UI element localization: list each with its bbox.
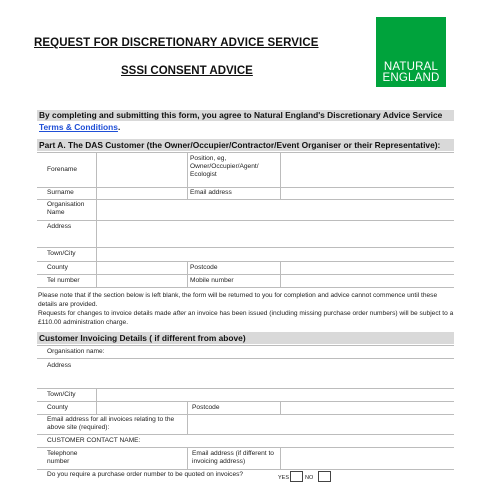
invoicing-heading: Customer Invoicing Details ( if different from above) <box>37 332 454 344</box>
grid-line <box>37 358 454 359</box>
grid-line <box>96 152 97 287</box>
part-a-heading: Part A. The DAS Customer (the Owner/Occupier/Contractor/Event Organiser or their Representative): <box>37 139 454 151</box>
mobile-field[interactable] <box>282 276 452 286</box>
invoice-town-field[interactable] <box>98 390 452 400</box>
invoice-org-label: Organisation name: <box>47 348 105 355</box>
grid-line <box>37 199 454 200</box>
grid-line <box>37 345 454 346</box>
grid-line <box>37 152 454 153</box>
town-field[interactable] <box>98 249 452 260</box>
grid-line <box>280 401 281 414</box>
grid-line <box>187 447 188 469</box>
grid-line <box>37 220 454 221</box>
tel-field[interactable] <box>98 276 186 286</box>
organisation-field[interactable] <box>98 201 452 219</box>
position-field[interactable] <box>282 154 452 186</box>
invoice-address-label: Address <box>47 362 72 369</box>
invoice-postcode-field[interactable] <box>282 403 452 413</box>
grid-line <box>37 247 454 248</box>
organisation-label: Organisation Name <box>47 201 85 216</box>
grid-line <box>37 261 454 262</box>
grid-line <box>37 414 454 415</box>
grid-line <box>187 261 188 287</box>
postcode-label: Postcode <box>190 264 218 271</box>
forename-field[interactable] <box>98 154 186 186</box>
po-question-label: Do you require a purchase order number to be quoted on invoices? <box>47 471 244 478</box>
invoice-county-label: County <box>47 404 68 411</box>
po-yes-checkbox[interactable] <box>290 471 303 482</box>
contact-name-field[interactable] <box>150 436 452 446</box>
logo-text-line1: NATURAL <box>383 61 439 73</box>
grid-line <box>37 469 454 470</box>
postcode-field[interactable] <box>282 263 452 273</box>
contact-name-label: CUSTOMER CONTACT NAME: <box>47 437 141 444</box>
invoice-address-field[interactable] <box>98 360 452 387</box>
natural-england-logo <box>376 17 446 87</box>
grid-line <box>37 187 454 188</box>
blank-section-note: Please note that if the section below is left blank, the form will be returned to you for completion and advice cannot commence until these details are provided. <box>38 292 438 308</box>
address-field[interactable] <box>98 222 452 246</box>
grid-line <box>37 388 454 389</box>
terms-conditions-link[interactable]: Terms & Conditions <box>39 122 118 132</box>
surname-field[interactable] <box>98 189 186 198</box>
grid-line <box>37 447 454 448</box>
county-label: County <box>47 264 68 271</box>
grid-line <box>37 434 454 435</box>
grid-line <box>37 287 454 288</box>
mobile-label: Mobile number <box>190 277 234 284</box>
form-title: REQUEST FOR DISCRETIONARY ADVICE SERVICE <box>34 37 319 49</box>
po-no-checkbox[interactable] <box>318 471 331 482</box>
surname-label: Surname <box>47 189 74 196</box>
invoice-change-note-emphasis: after <box>172 310 187 317</box>
po-no-label: NO <box>305 475 314 481</box>
invoice-change-note-end: an invoice has been issued (including missing purchase order numbers) will be subject to a £110.00 administration charge. <box>38 310 454 326</box>
grid-line <box>96 388 97 414</box>
tel-label: Tel number <box>47 277 80 284</box>
intro-text: By completing and submitting this form, you agree to Natural England's Discretionary Advice Service <box>39 110 443 120</box>
telephone-field[interactable] <box>98 449 186 468</box>
town-label: Town/City <box>47 250 76 257</box>
form-subtitle: SSSI CONSENT ADVICE <box>121 65 253 77</box>
alt-email-label: Email address (if different to invoicing address) <box>192 450 274 465</box>
grid-line <box>280 447 281 469</box>
invoice-change-note-start: Requests for changes to invoice details made <box>38 310 173 317</box>
logo-text-line2: ENGLAND <box>382 72 440 84</box>
telephone-label: Telephone number <box>47 450 78 465</box>
email-field[interactable] <box>282 189 452 198</box>
alt-email-field[interactable] <box>282 449 452 468</box>
position-label: Position, eg, Owner/Occupier/Agent/ Ecologist <box>190 155 259 178</box>
invoice-county-field[interactable] <box>98 403 186 413</box>
grid-line <box>280 152 281 199</box>
grid-line <box>187 401 188 434</box>
grid-line <box>187 152 188 199</box>
invoice-email-field[interactable] <box>190 416 452 433</box>
invoice-postcode-label: Postcode <box>192 404 220 411</box>
county-field[interactable] <box>98 263 186 273</box>
forename-label: Forename <box>47 166 78 173</box>
grid-line <box>37 274 454 275</box>
po-yes-label: YES <box>278 475 290 481</box>
terms-link-line: Terms & Conditions. <box>39 122 121 132</box>
invoice-email-label: Email address for all invoices relating to the above site (required): <box>47 416 175 431</box>
invoice-org-field[interactable] <box>120 347 452 357</box>
grid-line <box>280 261 281 287</box>
address-label: Address <box>47 223 72 230</box>
email-label: Email address <box>190 189 232 196</box>
invoice-change-note <box>38 310 456 327</box>
invoice-town-label: Town/City <box>47 391 76 398</box>
grid-line <box>37 401 454 402</box>
